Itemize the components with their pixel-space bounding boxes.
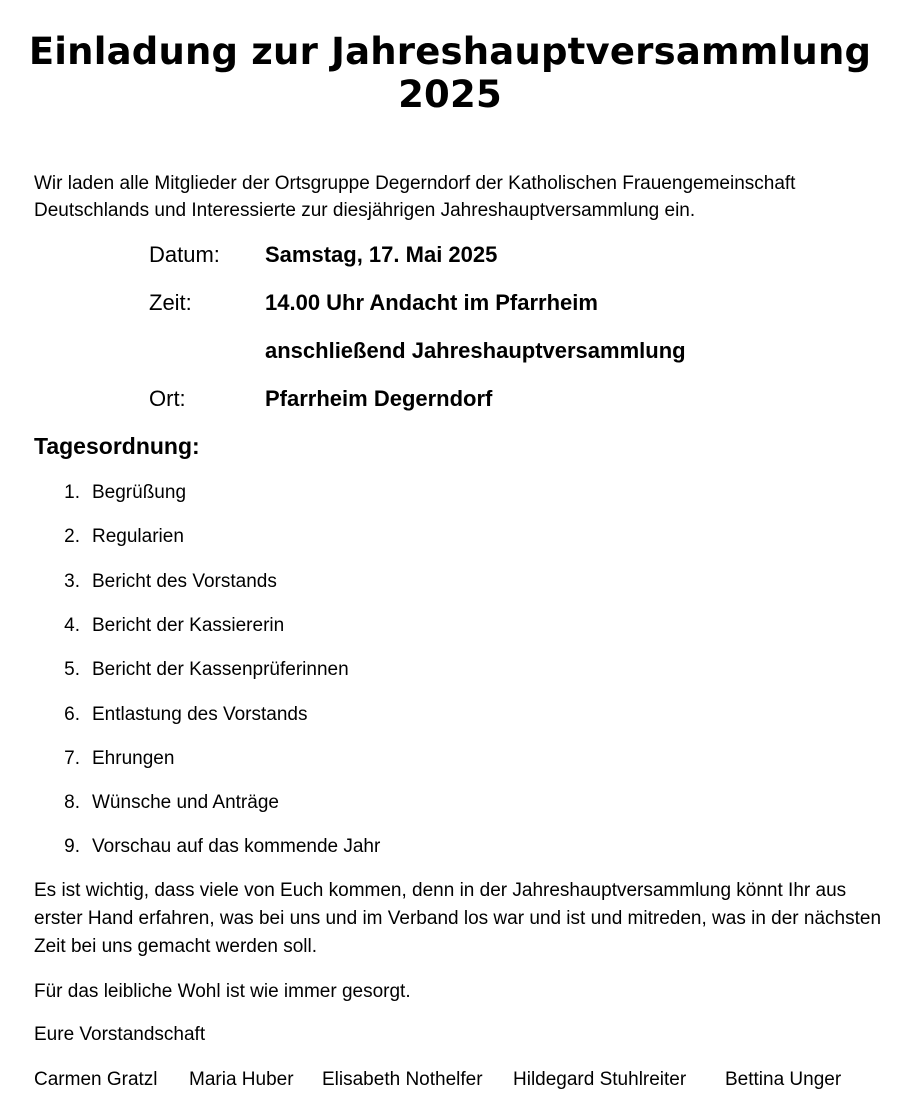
agenda-item-text: Begrüßung bbox=[92, 482, 187, 503]
agenda-item-number: 5. bbox=[64, 659, 80, 681]
place-value: Pfarrheim Degerndorf bbox=[265, 386, 493, 411]
agenda-item-number: 9. bbox=[64, 836, 80, 858]
agenda-item-text: Bericht der Kassenprüferinnen bbox=[92, 659, 349, 681]
agenda-item-text: Bericht der Kassiererin bbox=[92, 614, 285, 636]
date-value: Samstag, 17. Mai 2025 bbox=[265, 242, 498, 267]
signatory-name: Elisabeth Nothelfer bbox=[322, 1069, 483, 1090]
signatory-name: Maria Huber bbox=[189, 1069, 294, 1090]
agenda-item-number: 6. bbox=[64, 703, 80, 725]
time-label: Zeit: bbox=[149, 290, 192, 315]
time-value: 14.00 Uhr Andacht im Pfarrheim bbox=[265, 290, 598, 315]
agenda-item-text: Wünsche und Anträge bbox=[92, 792, 279, 814]
agenda-item-number: 8. bbox=[64, 792, 80, 814]
agenda-item-number: 2. bbox=[64, 526, 80, 548]
agenda-item-text: Entlastung des Vorstands bbox=[92, 703, 308, 725]
time-value-continued: anschließend Jahreshauptversammlung bbox=[265, 338, 686, 363]
agenda-item-text: Vorschau auf das kommende Jahr bbox=[92, 836, 381, 858]
agenda-item-number: 7. bbox=[64, 747, 80, 769]
closing-paragraph: Es ist wichtig, dass viele von Euch kommen, denn in der Jahreshauptversammlung könnt Ihr aus erster Hand erfahren, was bei uns und im Verband los war und ist und mitreden, was in der nächsten Zeit bei uns gemacht werden soll. bbox=[34, 880, 882, 957]
agenda-item-text: Bericht des Vorstands bbox=[92, 570, 277, 592]
date-label: Datum: bbox=[149, 242, 220, 267]
wellbeing-note: Für das leibliche Wohl ist wie immer gesorgt. bbox=[34, 981, 411, 1002]
agenda-heading: Tagesordnung: bbox=[34, 433, 200, 459]
place-label: Ort: bbox=[149, 386, 186, 411]
signatory-name: Bettina Unger bbox=[725, 1069, 842, 1090]
signatory-name: Hildegard Stuhlreiter bbox=[513, 1069, 687, 1090]
intro-paragraph: Wir laden alle Mitglieder der Ortsgruppe Degerndorf der Katholischen Frauengemeinschaft Deutschlands und Interessierte zur diesjährigen Jahreshauptversammlung ein. bbox=[34, 173, 796, 221]
signoff: Eure Vorstandschaft bbox=[34, 1024, 206, 1045]
page-title: Einladung zur Jahreshauptversammlung 2025 bbox=[28, 30, 872, 116]
agenda-item-number: 3. bbox=[64, 570, 80, 592]
agenda-item-text: Regularien bbox=[92, 526, 184, 548]
signatory-name: Carmen Gratzl bbox=[34, 1069, 158, 1090]
agenda-item-number: 1. bbox=[64, 482, 80, 503]
agenda-item-text: Ehrungen bbox=[92, 747, 175, 769]
agenda-item-number: 4. bbox=[64, 614, 80, 636]
